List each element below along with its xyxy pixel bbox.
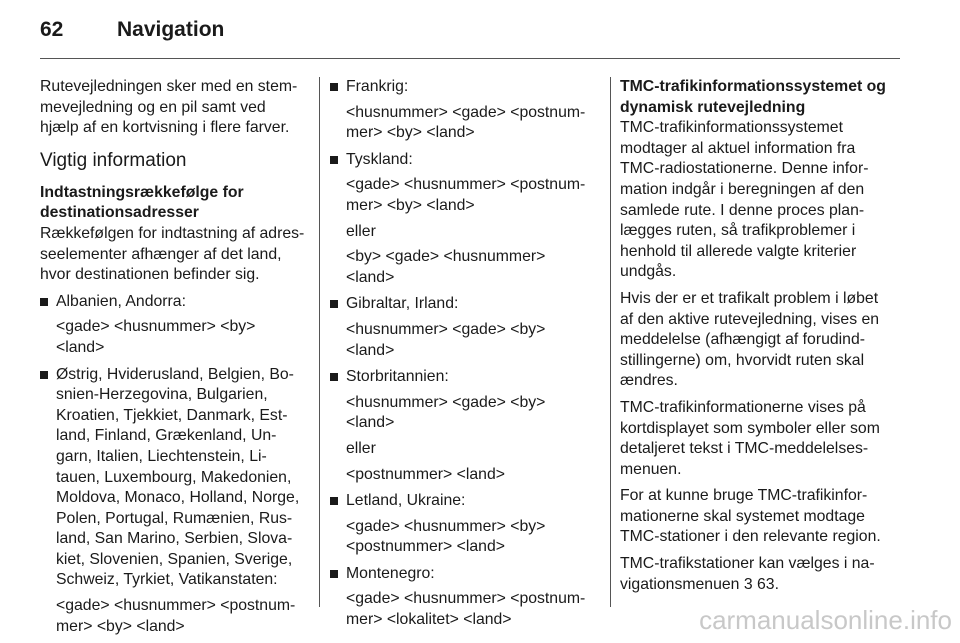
country-label: Frankrig: <box>346 78 409 95</box>
bullet-icon <box>330 300 338 308</box>
bullet-icon <box>330 570 338 578</box>
tmc-paragraph <box>620 554 905 595</box>
address-format: <husnummer> <gade> <by> <land> <box>346 393 546 432</box>
address-format-alt: <postnummer> <land> <box>346 465 505 483</box>
list-item <box>330 367 605 485</box>
country-label: Storbritannien: <box>346 368 449 386</box>
list-item <box>40 365 305 638</box>
list-item <box>330 491 605 558</box>
list-item <box>330 564 605 631</box>
page-number: 62 <box>40 18 64 41</box>
section-heading: Vigtig information <box>40 149 187 171</box>
address-format: <gade> <husnummer> <postnum- mer> <by> <land> <box>56 597 296 635</box>
page-ref-link[interactable]: 63. <box>757 575 779 593</box>
column-left <box>40 77 305 643</box>
tmc-paragraph: For at kunne bruge TMC-trafikinfor- mationerne skal systemet modtage TMC-stationer i den relevante region. <box>620 487 881 546</box>
address-format: <gade> <husnummer> <postnum- mer> <by> <land> <box>346 176 586 214</box>
tmc-heading: TMC-trafikinformationssystemet og dynamisk rutevejledning <box>620 78 886 116</box>
or-text: eller <box>346 439 376 457</box>
watermark: carmanualsonline.info <box>699 605 952 635</box>
tmc-paragraph: TMC-trafikinformationssystemet modtager al aktuel information fra TMC-radiostationerne. Denne infor- mation indgår i beregningen af den samlede rute. I denne proces plan- lægges ruten, så trafikproblemer i henhold til allerede valgte kriterier undgås. <box>620 119 869 281</box>
tmc-paragraph: TMC-trafikinformationerne vises på kortdisplayet som symboler eller som detaljeret tekst i TMC-meddelelses- menuen. <box>620 398 880 478</box>
bullet-icon <box>40 371 48 379</box>
tmc-text: TMC-trafikstationer kan vælges i na- vigationsmenuen <box>620 555 875 593</box>
list-item <box>330 77 605 144</box>
address-order-list <box>40 292 305 638</box>
column-divider <box>610 77 611 607</box>
column-right <box>620 77 905 601</box>
address-order-list <box>330 77 605 631</box>
page-ref-icon[interactable]: 3 <box>743 575 753 593</box>
address-format-alt: <by> <gade> <husnummer> <land> <box>346 248 546 286</box>
country-label: Albanien, Andorra: <box>56 292 186 310</box>
address-format: <gade> <husnummer> <postnum- mer> <lokalitet> <land> <box>346 590 586 629</box>
country-label: Østrig, Hviderusland, Belgien, Bo- snien-Herzegovina, Bulgarien, Kroatien, Tjekkiet, Danmark, Est- land, Finland, Grækenland, Un- garn, Italien, Liechtenstein, Li- tauen, Luxembourg, Makedonien, Moldova, Monaco, Holland, Norge, Polen, Portugal, Rumænien, Rus- land, San Marino, Serbien, Slova- kiet, Slovenien, Spanien, Sverige, Schweiz, Tyrkiet, Vatikanstaten: <box>56 365 300 589</box>
list-item <box>40 292 305 359</box>
list-item <box>330 294 605 361</box>
bullet-icon <box>330 156 338 164</box>
address-format: <husnummer> <gade> <by> <land> <box>346 320 546 359</box>
or-text: eller <box>346 222 376 240</box>
country-label: Montenegro: <box>346 564 435 582</box>
intro-paragraph: Rutevejledningen sker med en stem- mevejledning og en pil samt ved hjælp af en kortvisning i flere farver. <box>40 78 298 137</box>
address-format: <gade> <husnummer> <by> <postnummer> <land> <box>346 517 546 556</box>
column-middle <box>330 77 605 637</box>
subsection-heading: Indtastningsrækkefølge for destinationsadresser <box>40 183 244 222</box>
list-item <box>330 150 605 289</box>
tmc-paragraph: Hvis der er et trafikalt problem i løbet af den aktive rutevejledning, vises en meddelelse (afhængigt af forudind- stillingerne) om, hvorvidt ruten skal ændres. <box>620 289 880 390</box>
country-label: Letland, Ukraine: <box>346 492 466 510</box>
subsection-text: Rækkefølgen for indtastning af adres- seelementer afhænger af det land, hvor destinationen befinder sig. <box>40 224 305 284</box>
bullet-icon <box>330 373 338 381</box>
column-divider <box>319 77 320 607</box>
bullet-icon <box>40 298 48 306</box>
bullet-icon <box>330 497 338 505</box>
chapter-title: Navigation <box>117 18 225 41</box>
country-label: Tyskland: <box>346 150 413 168</box>
address-format: <gade> <husnummer> <by> <land> <box>56 318 256 356</box>
bullet-icon <box>330 83 338 91</box>
header-divider <box>40 58 900 59</box>
address-format: <husnummer> <gade> <postnum- mer> <by> <land> <box>346 103 586 142</box>
country-label: Gibraltar, Irland: <box>346 295 459 313</box>
